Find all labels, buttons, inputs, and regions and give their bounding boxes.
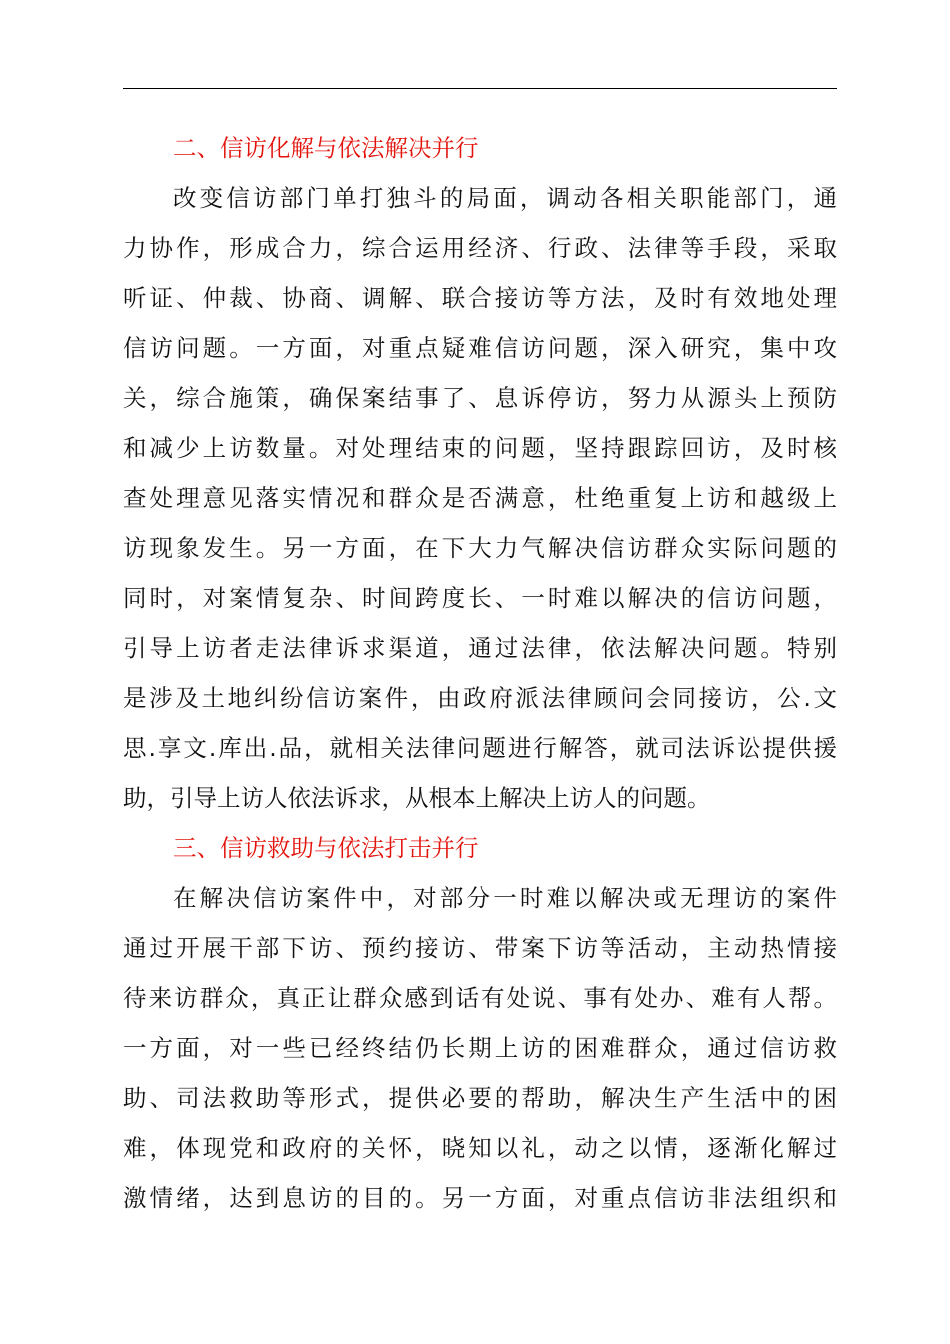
paragraph-line: 引导上访者走法律诉求渠道，通过法律，依法解决问题。特别 <box>123 634 837 662</box>
paragraph-line: 和减少上访数量。对处理结束的问题，坚持跟踪回访，及时核 <box>123 434 837 462</box>
paragraph-line: 听证、仲裁、协商、调解、联合接访等方法，及时有效地处理 <box>123 284 837 312</box>
paragraph-line: 在解决信访案件中，对部分一时难以解决或无理访的案件 <box>173 884 837 912</box>
paragraph-line-last: 助，引导上访人依法诉求，从根本上解决上访人的问题。 <box>123 784 711 812</box>
paragraph-line: 信访问题。一方面，对重点疑难信访问题，深入研究，集中攻 <box>123 334 837 362</box>
section-heading-2: 二、信访化解与依法解决并行 <box>173 134 479 162</box>
paragraph-line: 助、司法救助等形式，提供必要的帮助，解决生产生活中的困 <box>123 1084 837 1112</box>
paragraph-line: 思.享文.库出.品，就相关法律问题进行解答，就司法诉讼提供援 <box>123 734 837 762</box>
paragraph-line: 是涉及土地纠纷信访案件，由政府派法律顾问会同接访，公.文 <box>123 684 837 712</box>
paragraph-line: 查处理意见落实情况和群众是否满意，杜绝重复上访和越级上 <box>123 484 837 512</box>
paragraph-line: 难，体现党和政府的关怀，晓知以礼，动之以情，逐渐化解过 <box>123 1134 837 1162</box>
paragraph-line: 待来访群众，真正让群众感到话有处说、事有处办、难有人帮。 <box>123 984 837 1012</box>
paragraph-line: 激情绪，达到息访的目的。另一方面，对重点信访非法组织和 <box>123 1184 837 1212</box>
paragraph-line: 通过开展干部下访、预约接访、带案下访等活动，主动热情接 <box>123 934 837 962</box>
paragraph-line: 访现象发生。另一方面，在下大力气解决信访群众实际问题的 <box>123 534 837 562</box>
paragraph-line: 关，综合施策，确保案结事了、息诉停访，努力从源头上预防 <box>123 384 837 412</box>
paragraph-line: 一方面，对一些已经终结仍长期上访的困难群众，通过信访救 <box>123 1034 837 1062</box>
document-body <box>123 123 837 1223</box>
header-rule <box>123 88 837 89</box>
paragraph-line: 改变信访部门单打独斗的局面，调动各相关职能部门，通 <box>173 184 837 212</box>
section-heading-3: 三、信访救助与依法打击并行 <box>173 834 479 862</box>
paragraph-line: 力协作，形成合力，综合运用经济、行政、法律等手段，采取 <box>123 234 837 262</box>
paragraph-line: 同时，对案情复杂、时间跨度长、一时难以解决的信访问题， <box>123 584 837 612</box>
